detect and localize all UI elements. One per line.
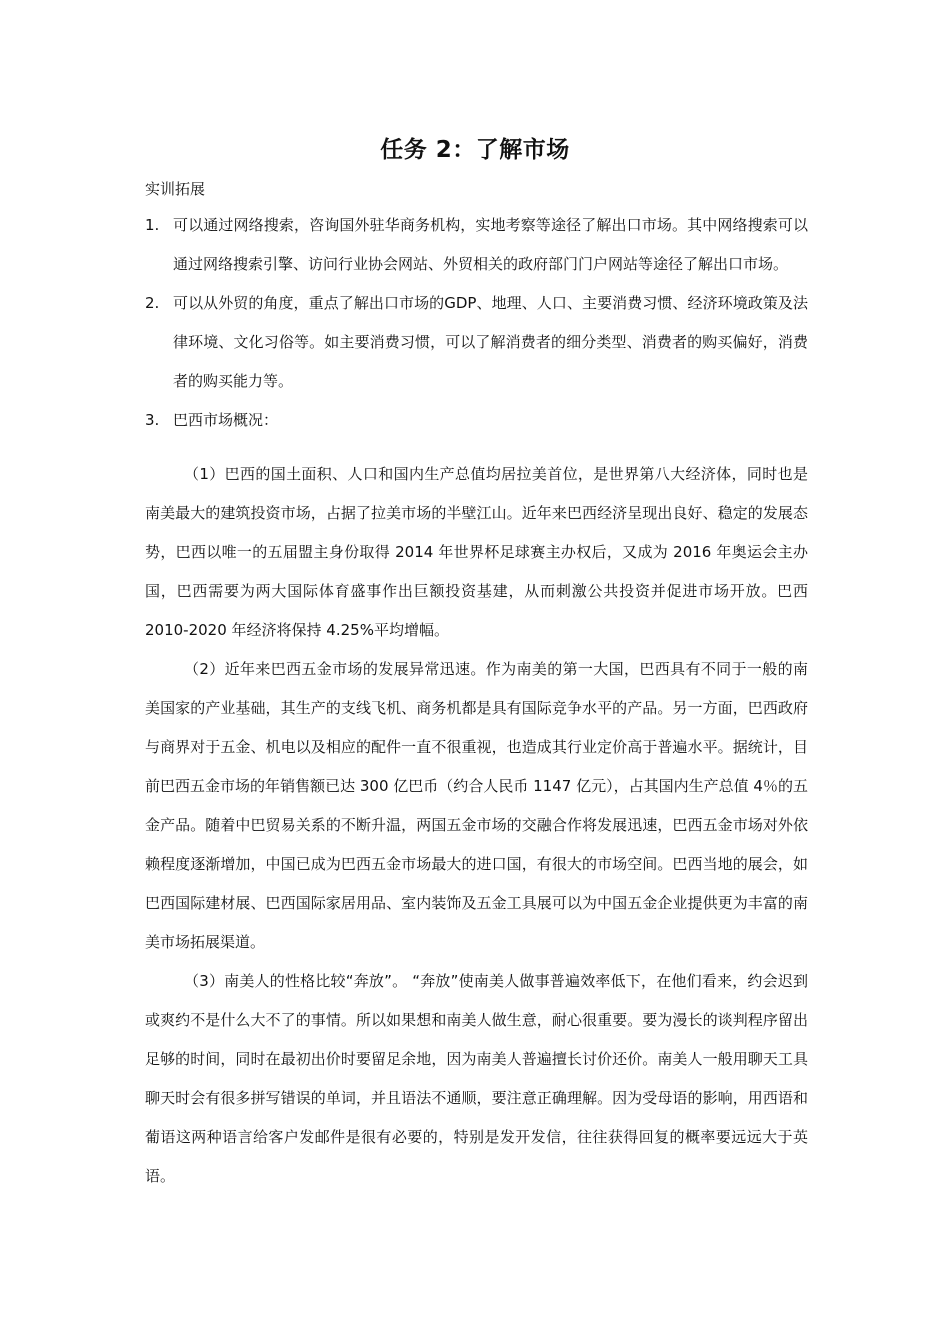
list-item-text: 可以从外贸的角度，重点了解出口市场的GDP、地理、人口、主要消费习惯、经济环境政策及法律环境、文化习俗等。如主要消费习惯，可以了解消费者的细分类型、消费者的购买偏好，消费者的购买能力等。 [173,294,808,390]
list-item [145,284,808,401]
list-item-text: 巴西市场概况： [173,411,279,429]
section-subtitle: 实训拓展 [145,180,206,198]
numbered-list [145,206,808,440]
body-paragraphs [145,455,808,1196]
list-item-number: 2. [145,294,160,312]
paragraph-hardware-market: （2）近年来巴西五金市场的发展异常迅速。作为南美的第一大国，巴西具有不同于一般的南美国家的产业基础，其生产的支线飞机、商务机都是具有国际竞争水平的产品。另一方面，巴西政府与商界对于五金、机电以及相应的配件一直不很重视，也造成其行业定价高于普遍水平。据统计，目前巴西五金市场的年销售额已达 300 亿巴币（约合人民币 1147 亿元），占其国内生产总值 4％的五金产品。随着中巴贸易关系的不断升温，两国五金市场的交融合作将发展迅速，巴西五金市场对外依赖程度逐渐增加，中国已成为巴西五金市场最大的进口国，有很大的市场空间。巴西当地的展会，如巴西国际建材展、巴西国际家居用品、室内装饰及五金工具展可以为中国五金企业提供更为丰富的南美市场拓展渠道。 [145,660,808,951]
list-item [145,401,808,440]
page-title: 任务 2：了解市场 [380,137,570,163]
list-item [145,206,808,284]
paragraph-business-culture: （3）南美人的性格比较“奔放”。 “奔放”使南美人做事普遍效率低下，在他们看来，约会迟到或爽约不是什么大不了的事情。所以如果想和南美人做生意，耐心很重要。要为漫长的谈判程序留出足够的时间，同时在最初出价时要留足余地，因为南美人普遍擅长讨价还价。南美人一般用聊天工具聊天时会有很多拼写错误的单词，并且语法不通顺，要注意正确理解。因为受母语的影响，用西语和葡语这两种语言给客户发邮件是很有必要的，特别是发开发信，往往获得回复的概率要远远大于英语。 [145,972,808,1185]
list-item-number: 3. [145,411,160,429]
list-item-number: 1. [145,216,160,234]
paragraph-brazil-economy: （1）巴西的国土面积、人口和国内生产总值均居拉美首位，是世界第八大经济体，同时也是南美最大的建筑投资市场，占据了拉美市场的半壁江山。近年来巴西经济呈现出良好、稳定的发展态势，巴西以唯一的五届盟主身份取得 2014 年世界杯足球赛主办权后，又成为 2016 年奥运会主办国，巴西需要为两大国际体育盛事作出巨额投资基建，从而刺激公共投资并促进市场开放。巴西 2010-2020 年经济将保持 4.25%平均增幅。 [145,465,808,639]
list-item-text: 可以通过网络搜索，咨询国外驻华商务机构，实地考察等途径了解出口市场。其中网络搜索可以通过网络搜索引擎、访问行业协会网站、外贸相关的政府部门门户网站等途径了解出口市场。 [173,216,808,273]
